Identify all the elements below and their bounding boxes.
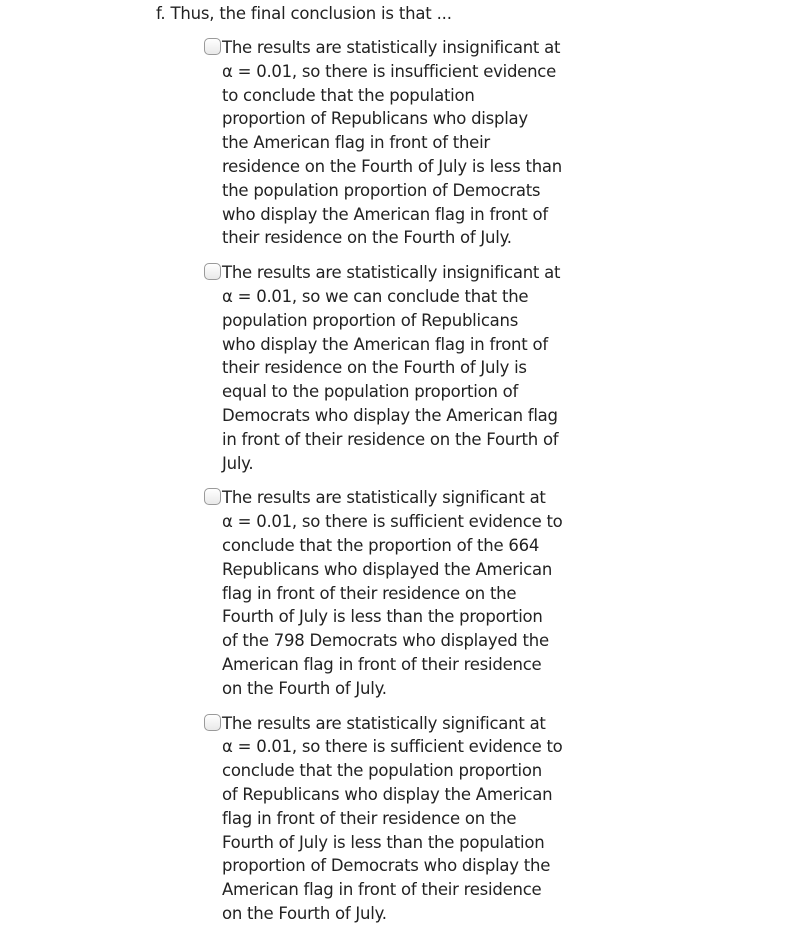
answer-option-2[interactable]	[204, 261, 564, 475]
option-3-text: The results are statistically significant at α = 0.01, so there is sufficient evidence to conclude that the proportion of the 664 Republicans who displayed the American flag in front of their residence on the Fourth of July is less than the proportion of the 798 Democrats who displayed the American flag in front of their residence on the Fourth of July.	[222, 488, 563, 698]
checkbox-option-1[interactable]	[204, 38, 221, 55]
question-text: Thus, the final conclusion is that ...	[170, 4, 452, 23]
checkbox-option-4[interactable]	[204, 714, 221, 731]
answer-option-4[interactable]	[204, 712, 564, 926]
option-4-text: The results are statistically significant at α = 0.01, so there is sufficient evidence to conclude that the population proportion of Republicans who display the American flag in front of their residence on the Fourth of July is less than the population proportion of Democrats who display the American flag in front of their residence on the Fourth of July.	[222, 713, 563, 923]
option-1-text: The results are statistically insignificant at α = 0.01, so there is insufficient evidence to conclude that the population proportion of Republicans who display the American flag in front of their residence on the Fourth of July is less than the population proportion of Democrats who display the American flag in front of their residence on the Fourth of July.	[222, 38, 562, 248]
checkbox-option-2[interactable]	[204, 263, 221, 280]
answer-options	[204, 36, 564, 937]
option-2-text: The results are statistically insignificant at α = 0.01, so we can conclude that the population proportion of Republicans who display the American flag in front of their residence on the Fourth of July is equal to the population proportion of Democrats who display the American flag in front of their residence on the Fourth of July.	[222, 263, 561, 473]
question-stem	[156, 2, 452, 26]
question-label: f.	[156, 4, 166, 23]
answer-option-3[interactable]	[204, 486, 564, 700]
answer-option-1[interactable]	[204, 36, 564, 250]
checkbox-option-3[interactable]	[204, 488, 221, 505]
